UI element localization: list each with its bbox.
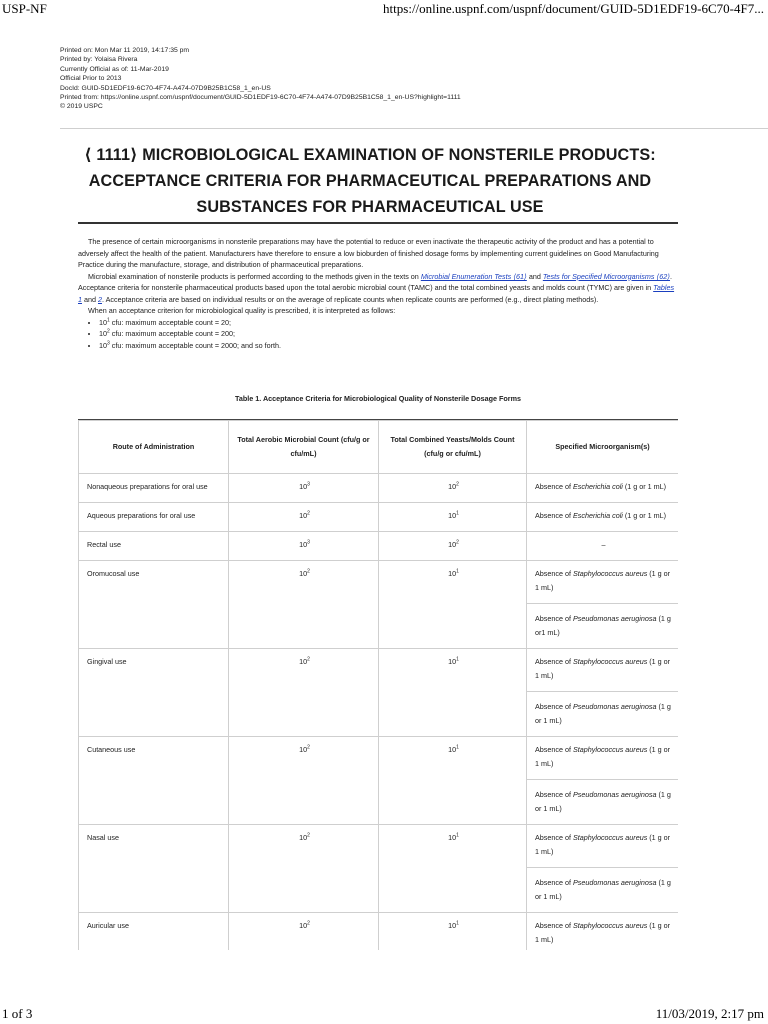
cell-tamc: $10^3$ — [229, 474, 379, 503]
table-body — [79, 474, 679, 951]
paragraph-methods — [78, 271, 678, 306]
meta-printed-by: Printed by: Yolaisa Rivera — [60, 56, 138, 64]
meta-official-prior: Official Prior to 2013 — [60, 75, 122, 83]
table-row — [79, 649, 679, 737]
specified-organism: Absence of Escherichia coli (1 g or 1 mL) — [535, 482, 667, 491]
specified-organism: Absence of Pseudomonas aeruginosa (1 g or1 mL) — [527, 603, 678, 640]
cell-tymc: $10^1$ — [379, 825, 527, 913]
cell-tymc: $10^1$ — [379, 561, 527, 649]
paragraph-methods-text: and — [526, 271, 543, 281]
table-row — [79, 913, 679, 951]
paragraph-criterion: When an acceptance criterion for microbiological quality is prescribed, it is interpreted as follows: — [88, 306, 396, 315]
header-tymc: Total Combined Yeasts/Molds Count (cfu/g or cfu/mL) — [379, 421, 527, 474]
specified-organism: Absence of Pseudomonas aeruginosa (1 g or 1 mL) — [527, 779, 678, 816]
header-specified: Specified Microorganism(s) — [527, 421, 679, 474]
cell-tymc: $10^2$ — [379, 532, 527, 561]
acceptance-criteria-table — [78, 419, 678, 950]
page-title: ⟨ 1111⟩ MICROBIOLOGICAL EXAMINATION OF NONSTERILE PRODUCTS: ACCEPTANCE CRITERIA FOR PHARMACEUTICAL PREPARATIONS AND SUBSTANCES FOR PHARMACEUTICAL USE — [84, 146, 656, 216]
cell-route: Aqueous preparations for oral use — [79, 503, 229, 532]
table-row — [79, 503, 679, 532]
specified-organism: Absence of Staphylococcus aureus (1 g or 1 mL) — [535, 921, 671, 944]
document-body — [78, 236, 678, 351]
cell-tamc: $10^2$ — [229, 503, 379, 532]
cell-tamc: $10^2$ — [229, 825, 379, 913]
cell-specified — [527, 737, 679, 825]
link-table-1[interactable]: Tables 1 — [78, 283, 675, 304]
cell-specified — [527, 649, 679, 737]
cell-tamc: $10^2$ — [229, 913, 379, 951]
table-row — [79, 474, 679, 503]
table-header-row — [79, 421, 679, 474]
link-microbial-enumeration-tests[interactable]: Microbial Enumeration Tests ⟨61⟩ — [420, 271, 527, 281]
criteria-list — [78, 317, 678, 352]
cell-tymc: $10^1$ — [379, 649, 527, 737]
cell-route: Cutaneous use — [79, 737, 229, 825]
cell-route: Auricular use — [79, 913, 229, 951]
paragraph-methods-text: Microbial examination of nonsterile products is performed according to the methods given in the texts on — [88, 271, 421, 281]
meta-docid: DocId: GUID-5D1EDF19-6C70-4F74-A474-07D9B25B1C58_1_en-US — [60, 84, 271, 92]
table-row — [79, 561, 679, 649]
print-header-site: USP-NF — [2, 1, 47, 16]
specified-organism: Absence of Escherichia coli (1 g or 1 mL) — [535, 511, 667, 520]
specified-organism: Absence of Staphylococcus aureus (1 g or 1 mL) — [535, 745, 671, 768]
table-caption: Table 1. Acceptance Criteria for Microbiological Quality of Nonsterile Dosage Forms — [235, 394, 521, 403]
specified-organism: Absence of Staphylococcus aureus (1 g or 1 mL) — [535, 657, 671, 680]
table-row — [79, 737, 679, 825]
table-row — [79, 825, 679, 913]
cell-route: Rectal use — [79, 532, 229, 561]
specified-organism: Absence of Pseudomonas aeruginosa (1 g or 1 mL) — [527, 867, 678, 904]
cell-tymc: $10^1$ — [379, 503, 527, 532]
print-footer-page: 1 of 3 — [2, 1006, 33, 1021]
meta-copyright: © 2019 USPC — [60, 103, 103, 111]
list-item: • $10^1$ cfu: maximum acceptable count = 20; — [99, 317, 678, 329]
cell-specified — [527, 913, 679, 951]
cell-route: Nonaqueous preparations for oral use — [79, 474, 229, 503]
paragraph-intro: The presence of certain microorganisms in nonsterile preparations may have the potential to reduce or even inactivate the therapeutic activity of the product and has a potential to adversely affect the health of the patient. Manufacturers have therefore to ensure a low bioburden of finished dosage forms by implementing current guidelines on Good Manufacturing Practice during the manufacture, storage, and distribution of pharmaceutical preparations. — [78, 237, 659, 269]
title-divider — [78, 222, 678, 224]
meta-official-as-of: Currently Official as of: 11-Mar-2019 — [60, 65, 169, 73]
paragraph-methods-text: . Acceptance criteria for nonsterile pharmaceutical products based upon the total aerobic microbial count (TAMC) and the total combined yeasts and molds count (TYMC) are given in — [78, 271, 673, 292]
paragraph-methods-text: and — [82, 294, 98, 304]
print-metadata — [60, 46, 708, 112]
cell-tymc: $10^1$ — [379, 737, 527, 825]
cell-specified — [527, 561, 679, 649]
cell-tymc: $10^1$ — [379, 913, 527, 951]
cell-specified — [527, 503, 679, 532]
cell-tamc: $10^2$ — [229, 649, 379, 737]
meta-divider — [60, 128, 768, 129]
cell-tamc: $10^2$ — [229, 737, 379, 825]
list-item: • $10^3$ cfu: maximum acceptable count = 2000; and so forth. — [99, 340, 678, 352]
meta-printed-from: Printed from: https://online.uspnf.com/uspnf/document/GUID-5D1EDF19-6C70-4F74-A474-07D9B25B1C58_1_en-US?highlight=1111 — [60, 94, 461, 102]
specified-organism: Absence of Staphylococcus aureus (1 g or 1 mL) — [535, 569, 671, 592]
browser-print-header — [0, 0, 768, 18]
link-table-2[interactable]: 2 — [98, 294, 102, 304]
cell-tymc: $10^2$ — [379, 474, 527, 503]
cell-specified — [527, 474, 679, 503]
print-footer-date: 11/03/2019, 2:17 pm — [655, 1006, 764, 1021]
print-header-url: https://online.uspnf.com/uspnf/document/GUID-5D1EDF19-6C70-4F7... — [383, 1, 764, 16]
cell-route: Oromucosal use — [79, 561, 229, 649]
meta-printed-on: Printed on: Mon Mar 11 2019, 14:17:35 pm — [60, 47, 190, 54]
specified-organism: Absence of Staphylococcus aureus (1 g or 1 mL) — [535, 833, 671, 856]
specified-organism: Absence of Pseudomonas aeruginosa (1 g or 1 mL) — [527, 691, 678, 728]
header-tamc: Total Aerobic Microbial Count (cfu/g or cfu/mL) — [229, 421, 379, 474]
link-tests-for-specified-microorganisms[interactable]: Tests for Specified Microorganisms ⟨62⟩ — [542, 271, 671, 281]
cell-tamc: $10^2$ — [229, 561, 379, 649]
cell-specified: – — [527, 532, 679, 561]
paragraph-methods-text: . Acceptance criteria are based on individual results or on the average of replicate counts when replicate counts are performed (e.g., direct plating methods). — [102, 294, 599, 304]
cell-route: Gingival use — [79, 649, 229, 737]
browser-print-footer — [0, 1006, 768, 1024]
cell-route: Nasal use — [79, 825, 229, 913]
table-row — [79, 532, 679, 561]
header-route: Route of Administration — [79, 421, 229, 474]
cell-tamc: $10^3$ — [229, 532, 379, 561]
list-item: • $10^2$ cfu: maximum acceptable count = 200; — [99, 328, 678, 340]
cell-specified — [527, 825, 679, 913]
